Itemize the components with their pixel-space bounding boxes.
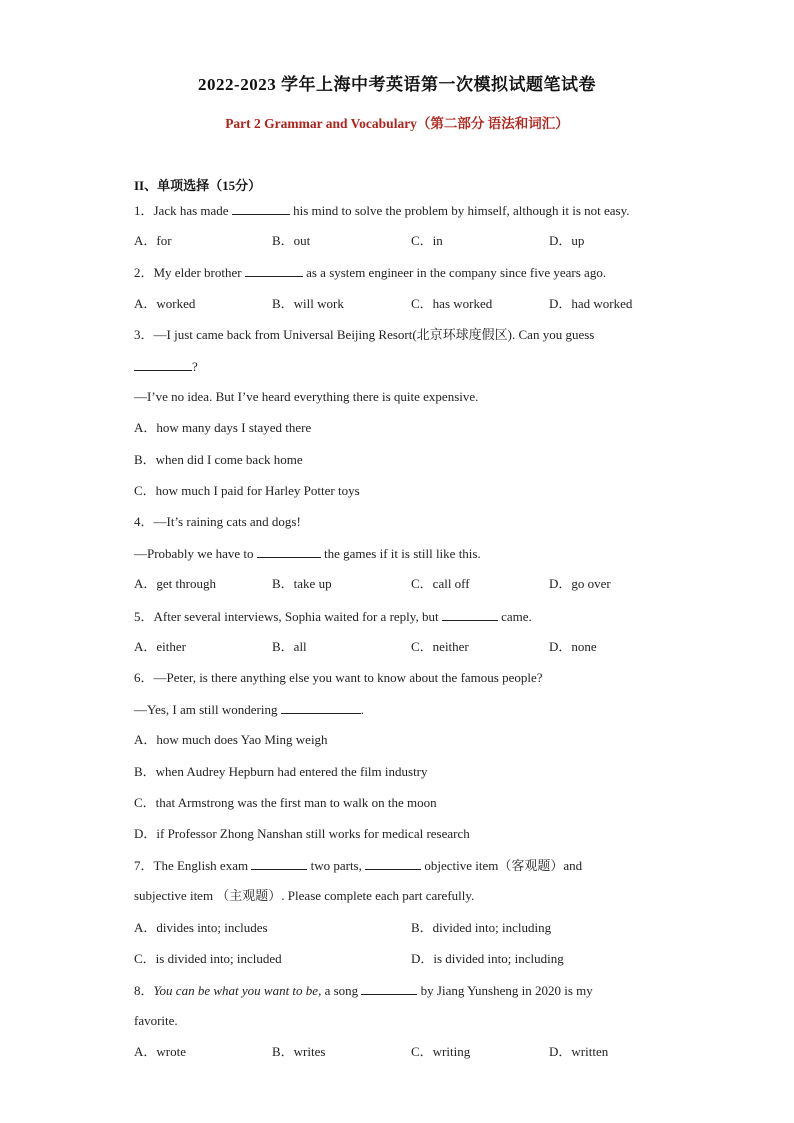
- question-3-reply: —I’ve no idea. But I’ve heard everything there is quite expensive.: [134, 389, 479, 404]
- song-title: You can be what you want to be: [153, 983, 319, 998]
- question-7-options-row-2: [134, 951, 694, 967]
- answer-blank: [442, 608, 498, 621]
- question-4-reply: —Probably we have to the games if it is still like this.: [134, 546, 481, 561]
- option-d[interactable]: D．had worked: [549, 296, 633, 311]
- option-b[interactable]: B．all: [272, 639, 307, 654]
- question-5: 5．After several interviews, Sophia waited for a reply, but came.: [134, 609, 532, 624]
- answer-blank: [232, 202, 290, 215]
- option-d[interactable]: D．go over: [549, 576, 611, 591]
- answer-blank: [245, 264, 303, 277]
- option-b[interactable]: B．when did I come back home: [134, 452, 303, 467]
- question-7-continued: subjective item （主观题）. Please complete each part carefully.: [134, 888, 475, 903]
- question-2-options: [134, 296, 694, 312]
- option-d[interactable]: D．written: [549, 1044, 609, 1059]
- option-a[interactable]: A．either: [134, 639, 186, 654]
- option-d[interactable]: D．none: [549, 639, 597, 654]
- part-subtitle: Part 2 Grammar and Vocabulary（第二部分 语法和词汇）: [225, 116, 569, 131]
- question-8-continued: favorite.: [134, 1013, 178, 1028]
- answer-blank: [134, 358, 192, 371]
- option-c[interactable]: C．call off: [411, 576, 470, 591]
- option-c[interactable]: C．writing: [411, 1044, 471, 1059]
- answer-blank: [251, 857, 307, 870]
- option-a[interactable]: A．for: [134, 233, 172, 248]
- question-2: 2．My elder brother as a system engineer in the company since five years ago.: [134, 265, 607, 280]
- option-a[interactable]: A．how many days I stayed there: [134, 420, 312, 435]
- answer-blank: [281, 701, 361, 714]
- option-a[interactable]: A．wrote: [134, 1044, 186, 1059]
- answer-blank: [361, 982, 417, 995]
- question-7: 7．The English exam two parts, objective item（客观题）and: [134, 858, 583, 873]
- option-a[interactable]: A．how much does Yao Ming weigh: [134, 732, 328, 747]
- answer-blank: [257, 545, 321, 558]
- option-c[interactable]: C．is divided into; included: [134, 951, 282, 966]
- option-c[interactable]: C．how much I paid for Harley Potter toys: [134, 483, 360, 498]
- answer-blank: [365, 857, 421, 870]
- question-8-options: [134, 1044, 694, 1060]
- question-3: 3．—I just came back from Universal Beijing Resort(北京环球度假区). Can you guess: [134, 327, 595, 342]
- option-c[interactable]: C．neither: [411, 639, 469, 654]
- option-c[interactable]: C．has worked: [411, 296, 493, 311]
- question-6-reply: —Yes, I am still wondering .: [134, 702, 364, 717]
- question-1-options: [134, 233, 694, 249]
- option-b[interactable]: B．writes: [272, 1044, 326, 1059]
- question-3-continued: ?: [134, 358, 198, 375]
- question-1: 1．Jack has made his mind to solve the problem by himself, although it is not easy.: [134, 203, 630, 218]
- question-7-options-row-1: [134, 920, 694, 936]
- option-a[interactable]: A．worked: [134, 296, 196, 311]
- option-c[interactable]: C．that Armstrong was the first man to walk on the moon: [134, 795, 437, 810]
- option-a[interactable]: A．get through: [134, 576, 216, 591]
- option-c[interactable]: C．in: [411, 233, 443, 248]
- option-b[interactable]: B．take up: [272, 576, 332, 591]
- question-4: 4．—It’s raining cats and dogs!: [134, 514, 301, 529]
- option-b[interactable]: B．divided into; including: [411, 920, 552, 935]
- option-b[interactable]: B．out: [272, 233, 311, 248]
- question-4-options: [134, 576, 694, 592]
- option-b[interactable]: B．when Audrey Hepburn had entered the film industry: [134, 764, 428, 779]
- question-5-options: [134, 639, 694, 655]
- option-d[interactable]: D．up: [549, 233, 585, 248]
- option-d[interactable]: D．if Professor Zhong Nanshan still works for medical research: [134, 826, 470, 841]
- section-heading: II、单项选择（15分）: [134, 178, 262, 193]
- option-d[interactable]: D．is divided into; including: [411, 951, 564, 966]
- page-title: 2022-2023 学年上海中考英语第一次模拟试题笔试卷: [198, 75, 596, 94]
- question-6: 6．—Peter, is there anything else you want to know about the famous people?: [134, 670, 543, 685]
- option-b[interactable]: B．will work: [272, 296, 344, 311]
- option-a[interactable]: A．divides into; includes: [134, 920, 268, 935]
- question-8: 8．You can be what you want to be, a song by Jiang Yunsheng in 2020 is my: [134, 983, 593, 998]
